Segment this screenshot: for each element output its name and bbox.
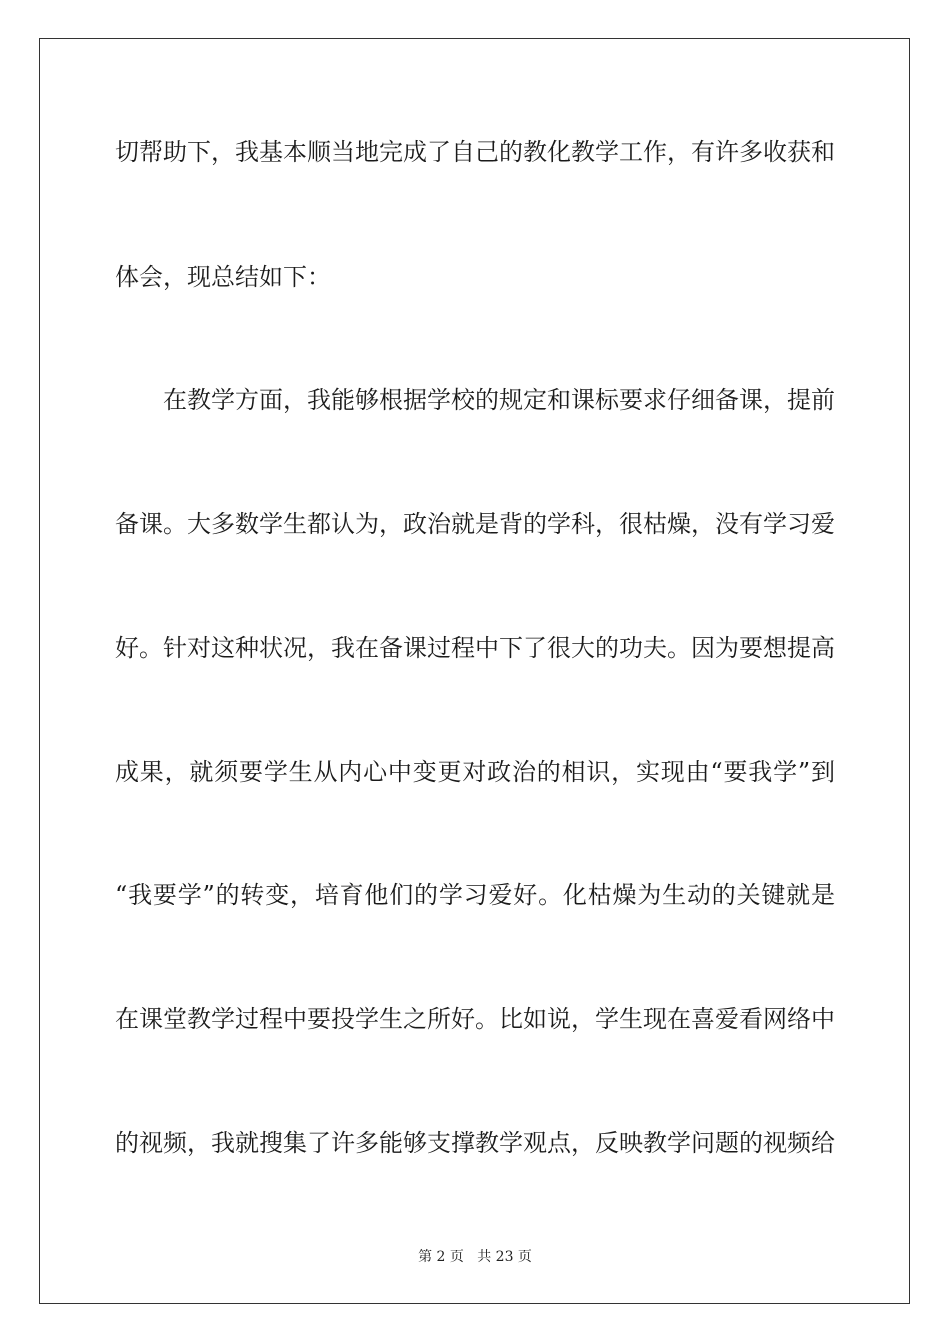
body-text-line-4: 备课。大多数学生都认为，政治就是背的学科，很枯燥，没有学习爱	[115, 510, 835, 538]
page-border	[39, 38, 910, 1304]
paragraph-start-line: 在教学方面，我能够根据学校的规定和课标要求仔细备课，提前	[163, 386, 835, 414]
page-number-footer: 第 2 页 共 23 页	[418, 1249, 532, 1265]
body-text-line-5: 好。针对这种状况，我在备课过程中下了很大的功夫。因为要想提高	[115, 634, 835, 662]
body-text-line-7: “我要学”的转变，培育他们的学习爱好。化枯燥为生动的关键就是	[115, 881, 835, 909]
body-text-line-1: 切帮助下，我基本顺当地完成了自己的教化教学工作，有许多收获和	[115, 138, 835, 166]
body-text-line-6: 成果，就须要学生从内心中变更对政治的相识，实现由“要我学”到	[115, 758, 835, 786]
body-text-line-9: 的视频，我就搜集了许多能够支撑教学观点，反映教学问题的视频给	[115, 1129, 835, 1157]
body-text-line-2: 体会，现总结如下：	[115, 263, 331, 291]
body-text-line-8: 在课堂教学过程中要投学生之所好。比如说，学生现在喜爱看网络中	[115, 1005, 835, 1033]
